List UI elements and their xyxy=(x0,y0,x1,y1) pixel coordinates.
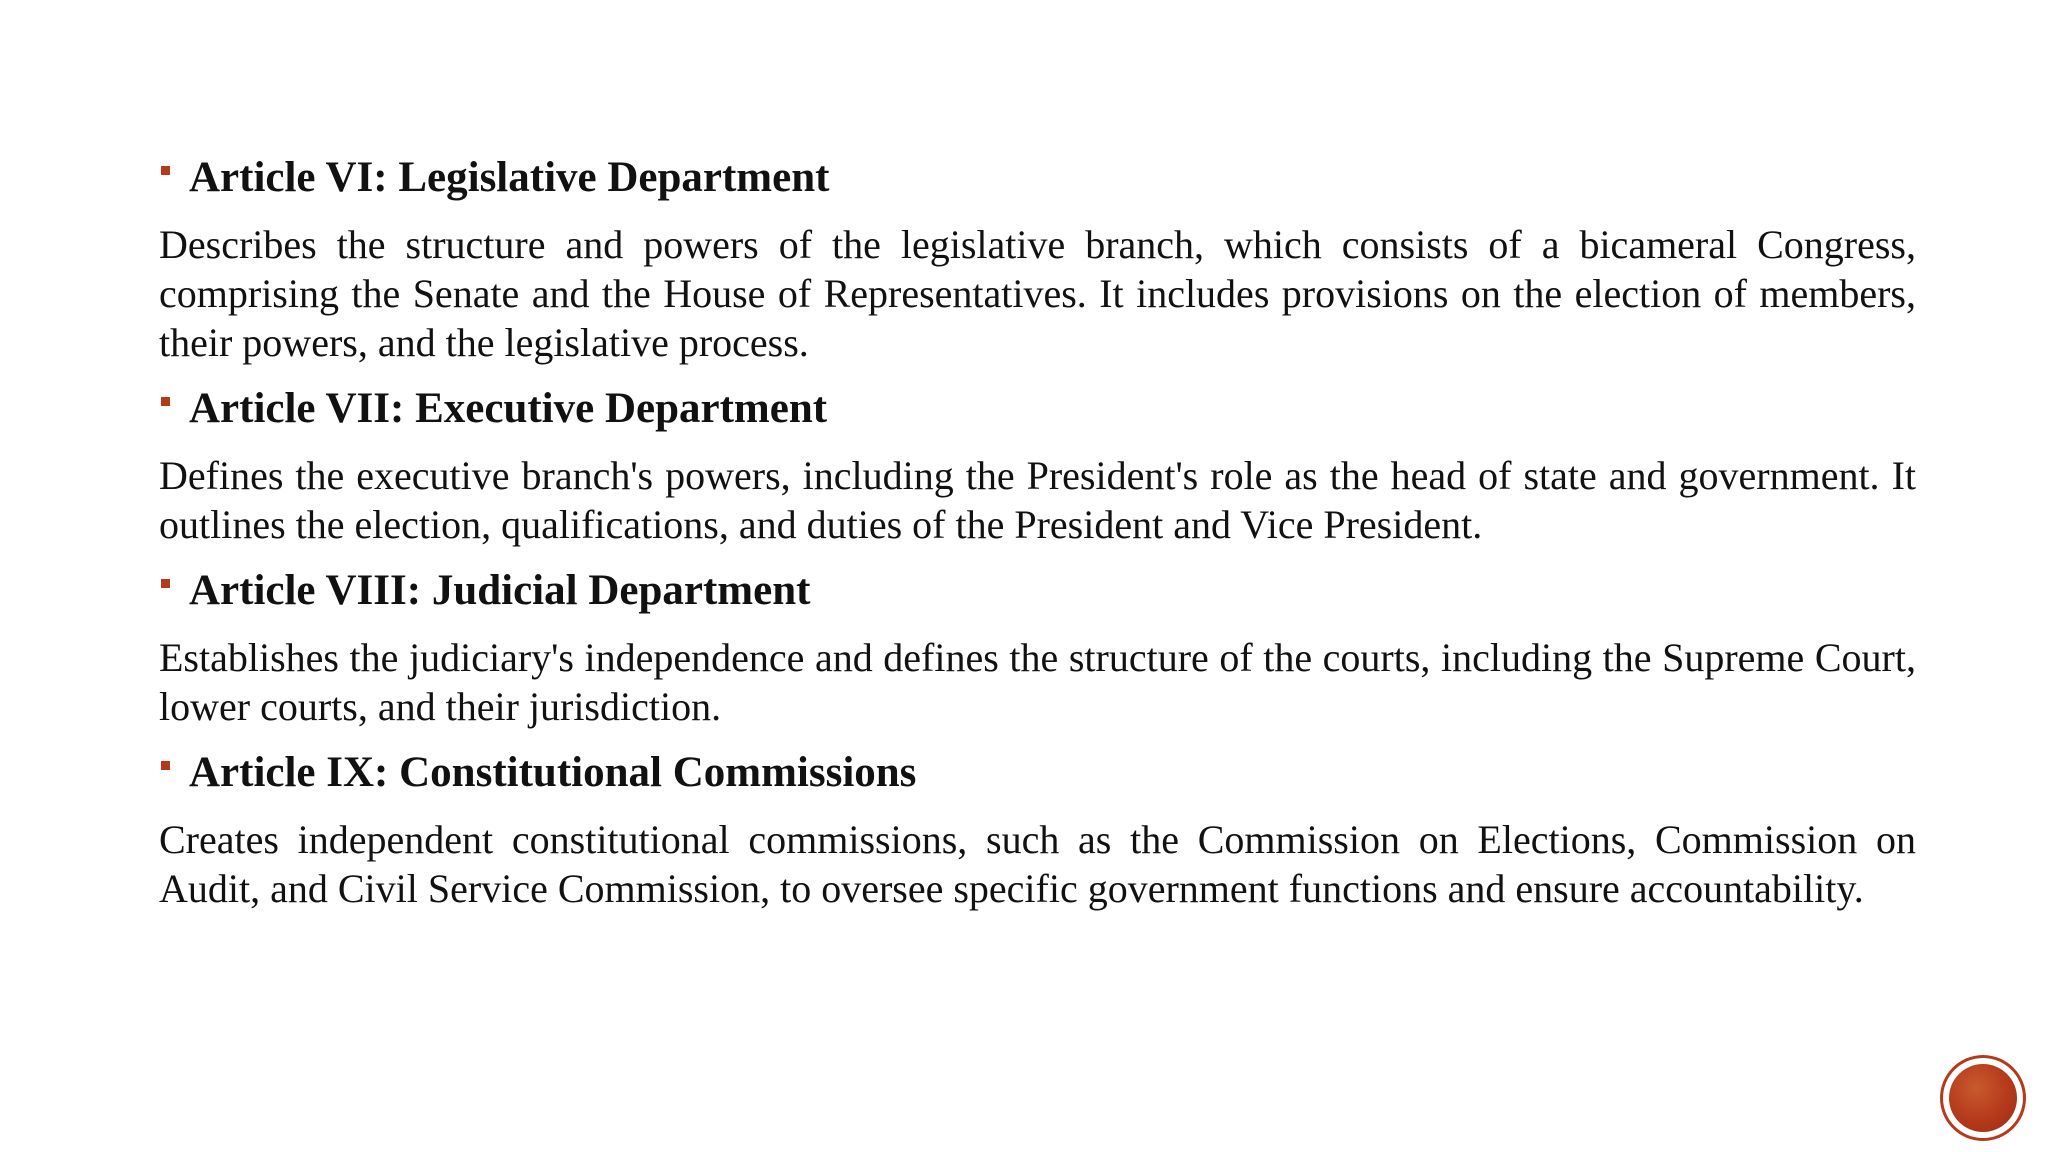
section-article-vi xyxy=(159,148,1916,367)
section-heading-row xyxy=(159,743,1916,803)
section-body: Describes the structure and powers of the legislative branch, which consists of a bicameral Congress, comprising the Senate and the House of Representatives. It includes provisions on the election of members, their powers, and the legislative process. xyxy=(159,222,1916,365)
slide-content xyxy=(159,148,1916,925)
section-heading-row xyxy=(159,561,1916,621)
section-body: Establishes the judiciary's independence and defines the structure of the courts, including the Supreme Court, lower courts, and their jurisdiction. xyxy=(159,635,1916,729)
section-article-viii xyxy=(159,561,1916,731)
section-heading-row xyxy=(159,148,1916,208)
section-heading: Article VII: Executive Department xyxy=(189,385,828,432)
section-heading: Article VIII: Judicial Department xyxy=(189,567,811,614)
square-bullet-icon xyxy=(161,166,170,175)
square-bullet-icon xyxy=(161,761,170,770)
square-bullet-icon xyxy=(161,579,170,588)
nav-circle-fill xyxy=(1949,1064,2017,1132)
section-heading: Article VI: Legislative Department xyxy=(189,154,830,201)
section-body: Defines the executive branch's powers, including the President's role as the head of state and government. It outlines the election, qualifications, and duties of the President and Vice President. xyxy=(159,453,1916,547)
section-article-ix xyxy=(159,743,1916,913)
section-heading-row xyxy=(159,379,1916,439)
slide-nav-circle-icon[interactable] xyxy=(1943,1058,2023,1138)
section-heading: Article IX: Constitutional Commissions xyxy=(189,749,917,796)
section-article-vii xyxy=(159,379,1916,549)
section-body: Creates independent constitutional commissions, such as the Commission on Elections, Commission on Audit, and Civil Service Commission, to oversee specific government functions and ensure accountability. xyxy=(159,817,1916,911)
square-bullet-icon xyxy=(161,397,170,406)
